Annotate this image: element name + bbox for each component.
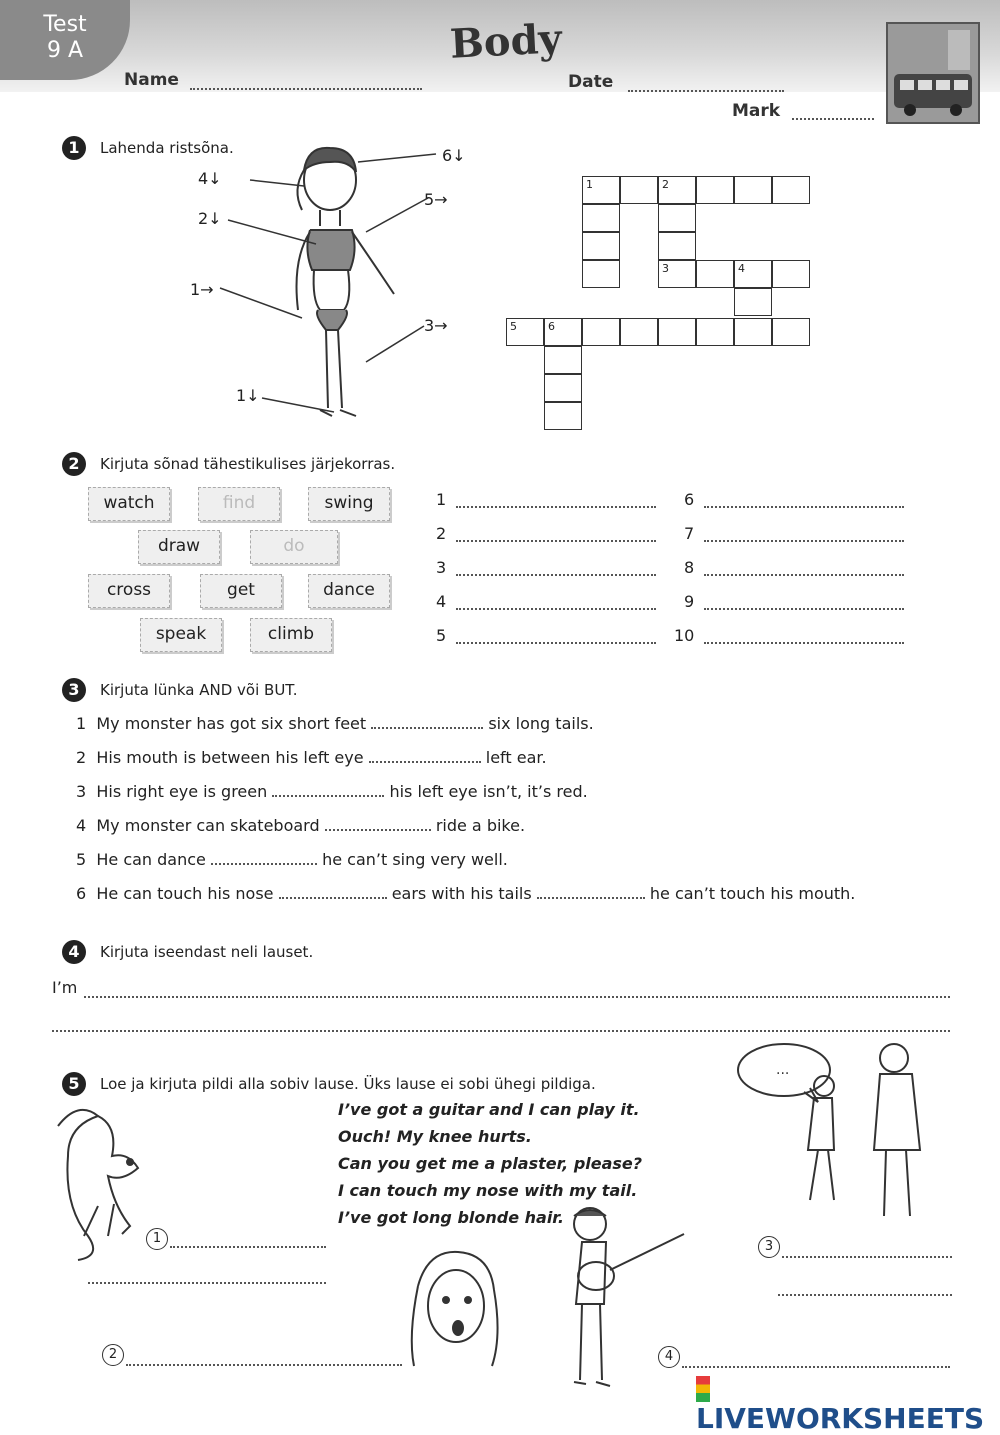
answer-number: 10 [674,626,695,645]
book-cover-image [886,22,980,124]
exercise-sentence: 3 His right eye is green his left eye isn’t, it’s red. [76,782,588,801]
answer-number: 9 [684,592,695,611]
answer-input[interactable] [704,642,904,644]
answer-input[interactable] [704,574,904,576]
answer-number: 1 [436,490,447,509]
name-input[interactable] [190,88,422,90]
mark-input[interactable] [792,118,874,120]
answer-input[interactable] [456,574,656,576]
figure-label: 5→ [424,190,448,209]
caption-input[interactable] [778,1294,952,1296]
gap-input[interactable] [537,897,645,899]
word-card: find [198,487,280,521]
date-input[interactable] [628,90,784,92]
option-sentence: I’ve got long blonde hair. [338,1208,564,1227]
crossword-cell[interactable] [544,346,582,374]
clue-number: 2 [662,178,669,191]
crossword-cell[interactable] [506,318,544,346]
crossword-cell[interactable] [582,260,620,288]
caption-input[interactable] [782,1256,952,1258]
crossword-cell[interactable] [734,288,772,316]
clue-number: 5 [510,320,517,333]
crossword-cell[interactable] [696,260,734,288]
option-sentence: Can you get me a plaster, please? [338,1154,643,1173]
crossword-cell[interactable] [544,402,582,430]
section-instruction: Lahenda ristsõna. [100,139,234,157]
crossword-cell[interactable] [734,260,772,288]
crossword-cell[interactable] [772,260,810,288]
crossword-cell[interactable] [696,318,734,346]
figure-label: 1→ [190,280,214,299]
section-instruction: Kirjuta lünka AND või BUT. [100,681,298,699]
figure-label: 4↓ [198,169,222,188]
crossword-cell[interactable] [582,232,620,260]
answer-input[interactable] [456,506,656,508]
crossword-cell[interactable] [620,176,658,204]
section-number: 5 [62,1072,86,1096]
answer-number: 2 [436,524,447,543]
caption-input[interactable] [682,1366,950,1368]
sentence-starter: I’m [52,978,78,997]
word-card: draw [138,530,220,564]
caption-input[interactable] [88,1282,326,1284]
children-talking-illustration [734,1040,964,1230]
svg-text:...: ... [776,1062,790,1078]
picture-number: 1 [146,1228,168,1250]
body-figure-illustration [180,140,480,430]
crossword-cell[interactable] [658,232,696,260]
word-card: swing [308,487,390,521]
answer-input[interactable] [456,540,656,542]
answer-number: 5 [436,626,447,645]
clue-number: 3 [662,262,669,275]
crossword-cell[interactable] [582,204,620,232]
exercise-sentence: 2 His mouth is between his left eye left ear. [76,748,547,767]
picture-number: 4 [658,1346,680,1368]
crossword-cell[interactable] [620,318,658,346]
gap-input[interactable] [371,727,483,729]
crossword-cell[interactable] [658,204,696,232]
section-number: 3 [62,678,86,702]
section-number: 2 [62,452,86,476]
date-label: Date [568,72,614,92]
crossword-cell[interactable] [544,318,582,346]
exercise-sentence: 6 He can touch his nose ears with his tails he can’t touch his mouth. [76,884,856,903]
crossword-cell[interactable] [734,176,772,204]
crossword-cell[interactable] [658,260,696,288]
option-sentence: I’ve got a guitar and I can play it. [338,1100,640,1119]
section-number: 4 [62,940,86,964]
crossword-cell[interactable] [658,176,696,204]
answer-number: 8 [684,558,695,577]
word-card: watch [88,487,170,521]
crossword-cell[interactable] [544,374,582,402]
word-card: climb [250,618,332,652]
logo-mark-icon [696,1376,710,1402]
mark-label: Mark [732,101,781,121]
word-card: dance [308,574,390,608]
crossword-cell[interactable] [772,318,810,346]
picture-number: 3 [758,1236,780,1258]
word-card: get [200,574,282,608]
liveworksheets-logo [696,1376,1000,1435]
writing-line[interactable] [52,1030,950,1032]
word-card: speak [140,618,222,652]
crossword-cell[interactable] [772,176,810,204]
exercise-sentence: 1 My monster has got six short feet six long tails. [76,714,594,733]
crossword-cell[interactable] [696,176,734,204]
clue-number: 1 [586,178,593,191]
bus-icon [888,24,978,122]
section-instruction: Loe ja kirjuta pildi alla sobiv lause. Üks lause ei sobi ühegi pildiga. [100,1075,596,1093]
crossword-cell[interactable] [734,318,772,346]
figure-label: 3→ [424,316,448,335]
caption-input[interactable] [126,1364,402,1366]
logo-text: LIVEWORKSHEETS [696,1402,985,1435]
crossword-cell[interactable] [582,318,620,346]
section-number: 1 [62,136,86,160]
answer-input[interactable] [704,506,904,508]
gap-input[interactable] [279,897,387,899]
gap-input[interactable] [211,863,317,865]
answer-number: 3 [436,558,447,577]
answer-input[interactable] [456,642,656,644]
word-card: do [250,530,338,564]
answer-input[interactable] [704,540,904,542]
clue-number: 4 [738,262,745,275]
option-sentence: Ouch! My knee hurts. [338,1127,532,1146]
option-sentence: I can touch my nose with my tail. [338,1181,638,1200]
clue-number: 6 [548,320,555,333]
page-title: Body [448,15,563,68]
writing-line[interactable] [84,996,950,998]
caption-input[interactable] [170,1246,326,1248]
test-label: Test [43,12,87,37]
figure-label: 2↓ [198,209,222,228]
crossword-cell[interactable] [658,318,696,346]
section-instruction: Kirjuta sõnad tähestikulises järjekorras. [100,455,396,473]
word-card: cross [88,574,170,608]
gap-input[interactable] [272,795,384,797]
answer-input[interactable] [456,608,656,610]
exercise-sentence: 5 He can dance he can’t sing very well. [76,850,508,869]
answer-number: 4 [436,592,447,611]
girl-face-illustration [398,1246,508,1370]
figure-label: 6↓ [442,146,466,165]
answer-input[interactable] [704,608,904,610]
answer-number: 6 [684,490,695,509]
crossword-cell[interactable] [582,176,620,204]
picture-number: 2 [102,1344,124,1366]
answer-number: 7 [684,524,695,543]
exercise-sentence: 4 My monster can skateboard ride a bike. [76,816,526,835]
test-number: 9 A [46,38,84,63]
section-instruction: Kirjuta iseendast neli lauset. [100,943,314,961]
name-label: Name [124,70,179,90]
gap-input[interactable] [325,829,431,831]
figure-label: 1↓ [236,386,260,405]
gap-input[interactable] [369,761,481,763]
